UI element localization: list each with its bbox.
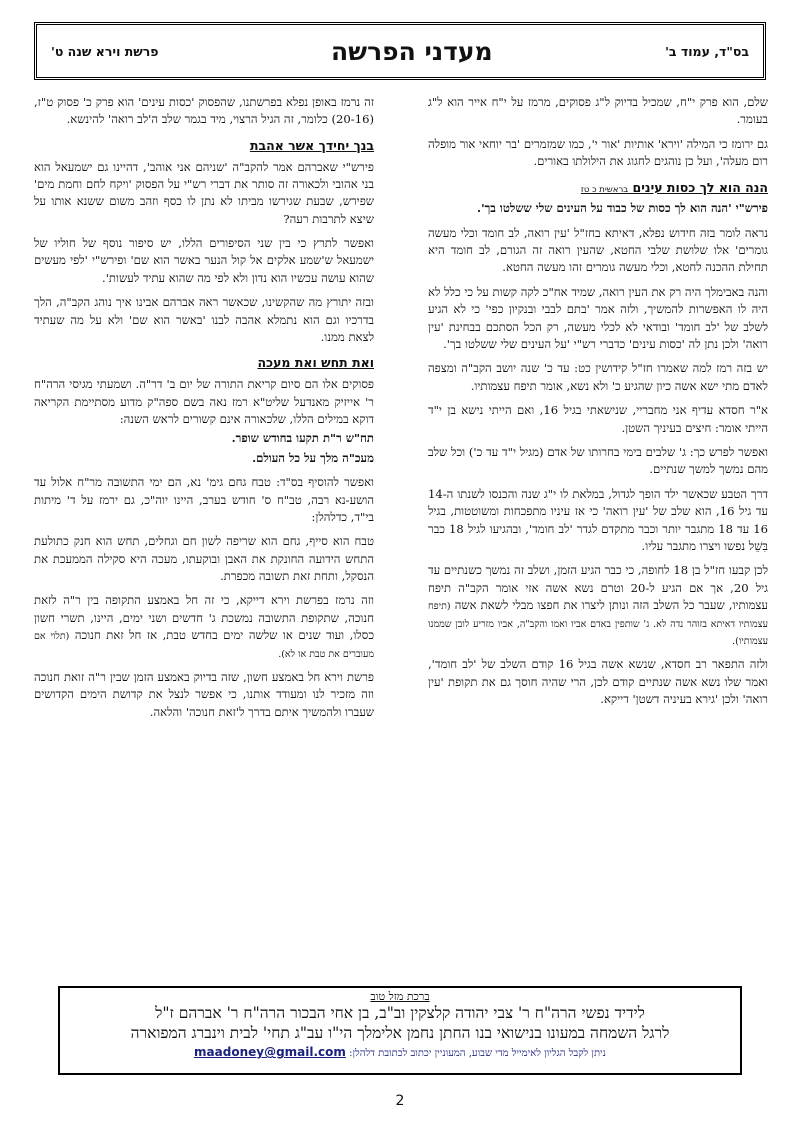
header-parsha: פרשת וירא שנה ט' [51, 43, 159, 59]
paragraph: זה נרמז באופן נפלא בפרשתנו, שהפסוק 'כסות עינים' הוא פרק כ' פסוק ט"ז, (20-16) כלומר, זה הגיל הרצוי, מיד בגמר שלב ה'לב רואה' להינשא. [34, 95, 374, 127]
header-page-info: בס"ד, עמוד ב' [665, 43, 749, 59]
right-column [428, 94, 768, 715]
paragraph: יש בזה רמז למה שאמרו חז"ל קידושין כט: עד כ' שנה יושב הקב"ה ומצפה לאדם מתי ישא אשה כיון שהגיע כ' ולא נשא, אומר תיפח עצמותיו. [428, 361, 768, 393]
paragraph: גם ירומז כי המילה 'וירא' אותיות 'אור י', כמו שמזמרים 'בר יוחאי אור מופלה רום מעלה', ועל כן נוהגים לחגוג את הילולתו באורים. [428, 136, 768, 169]
paragraph: נראה לומר בזה חידוש נפלא, דאיתא בחז"ל 'עין רואה, לב חומד וכלי מעשה גומרים' אלו שלושת שלבי החטא, שהעין רואה זה הגורם, לב חומד היא תחילת ההכנה לחטא, וכלי מעשה גומרים זהו מעשה החטא. [428, 225, 768, 275]
paragraph: דרך הטבע שכאשר ילד הופך לגדול, במלאת לו י"ג שנה והכנסו לשנתו ה-14 עד גיל 16, הוא שלב של 'עין רואה' כי אז עיניו מתפכחות ומשוטטות, בגיל 16 עד 18 מתגבר יותר וכבר מתקדם לגדר 'לב חומד', ובהגיעו לגיל 18 כבר בִּשֵׁל נפשו ויצרו מתגבר עליו. [428, 486, 769, 553]
email-link[interactable]: maadoney@gmail.com [194, 1045, 346, 1060]
paragraph: לכן קבעו חז"ל בן 18 לחופה, כי כבר הגיע הזמן, ושלב זה נמשך כשנתיים עד גיל 20, אך אם הגיע ל-20 וטרם נשא אשה אזי אומר הקב"ה תיפח עצמותיו, שעבר כל השלב הזה ונותן ליצרו את חפצו מבלי לשאת אשה (תיפח עצמותיו דאיתא בזוהר נדה לא. ג' שותפין באדם אביו ואמו והקב"ה, אביו מזריע לובן שממנו עצמותיו). [428, 563, 769, 647]
paragraph: וזה נרמז בפרשת וירא דייקא, כי זה חל באמצע התקופה בין ר"ה לזאת חנוכה, שתקופת התשובה נמשכת ג' חדשים ושני ימים, היינו, תשרי חשון כסלו, ועוד שנים או שלשה ימים בחדש טבת, אז חל זאת חנוכה (תלוי אם מעוברים את טבת או לא). [34, 593, 374, 660]
section-heading: ואת תחש ואת מעכה [257, 355, 374, 371]
section-heading: בנך יחידך אשר אהבת [249, 137, 374, 153]
congratulations-title: ברכת מזל טוב [370, 990, 430, 1003]
source-reference: בראשית כ טז [580, 184, 629, 195]
paragraph: ולזה התפאר רב חסדא, שנשא אשה בגיל 16 קודם השלב של 'לב חומד', ואמר שלו נשא אשה שנתיים קודם לכן, הרי שהיה חוסך גם את תקופת 'עין רואה' ולכן 'גירא בעיניה דשטן' דייקא. [428, 657, 768, 707]
page-header [34, 22, 766, 80]
paragraph: פירש"י שאברהם אמר להקב"ה 'שניהם אני אוהב', דהיינו גם ישמעאל הוא בני אהובי ולכאורה זה סותר את דברי רש"י על הפסוק 'ויקח לחם וחמת מים' שפירש, שבעת שגירשו מביתו לא נתן לו כסף וזהב משום ששנא אותו על שיצא לתרבות רעה? [34, 159, 374, 226]
paragraph: תח"ש ר"ת תקעו בחודש שופר. [231, 431, 374, 446]
newsletter-title: מעדני הפרשה [330, 36, 493, 66]
paragraph: פסוקים אלו הם סיום קריאת התורה של יום ב' דר"ה. ושמעתי מגיסי הרה"ח ר' אייזיק מאנדעל שליט"א רמז נאה בשם ספה"ק מדוע מסתיימת הקריאה דוקא במילים הללו, שלכאורה אינם קשורים לראש השנה: [34, 377, 374, 426]
parenthetical-note: (תלוי אם מעוברים את טבת או לא). [34, 631, 374, 660]
paragraph: והנה באבימלך היה רק את העין רואה, שמיד אח"כ לקה קשות על כי כלל לא היה לו האפשרות להמשיך, ולזה אמר 'בתם לבבי ובנקיון כפי' כי לא הגיע לשלב של 'לב חומד' ובודאי לא לכלי מעשה, רק הכל הסתכם בבחינת 'עין רואה' ולכן נתן לה 'כסות עינים' כדברי רש"י 'על העינים שלי ששלטו בך'. [428, 284, 768, 352]
paragraph: ואפשר לתרץ כי בין שני הסיפורים הללו, יש סיפור נוסף של חוליו של ישמעאל ש'שמע אלקים אל קול הנער באשר הוא שם' ופירש"י 'לפי מעשים שהוא עושה עכשיו הוא נדון ולא לפי מה שהוא עתיד לעשות'. [34, 236, 374, 285]
paragraph: ובזה יתורץ מה שהקשינו, שכאשר ראה אברהם אבינו איך נוהג הקב"ה, הלך בדרכיו וגם הוא נתמלא אהבה לבנו 'באשר הוא שם' ולא על מה שעתיד לצאת ממנו. [34, 295, 374, 345]
paragraph: ואפשר להוסיף בס"ד: טבח גחם גימ' נא, הם ימי התשובה מר"ח אלול עד הושע-נא רבה, טב"ח ס' חודש בערב, היינו יוה"כ, גם ירמז על ד' מיתות בי"ד, כדלהלן: [34, 475, 374, 524]
section-heading: הנה הוא לך כסות עינים בראשית כ טז [580, 179, 768, 195]
congratulations-line-2: לרגל השמחה במעונו בנישואי בנו החתן נחמן אלימלך הי"ו עב"ג תחי' לבית וינברג המפוארה [130, 1024, 670, 1043]
congratulations-box [58, 986, 742, 1075]
congratulations-line-1: לידיד נפשי הרה"ח ר' צבי יהודה קלצקין וב"ב, בן אחי הבכור הרה"ח ר' אברהם ז"ל [155, 1004, 645, 1022]
paragraph: פרשת וירא חל באמצע חשון, שזה בדיוק באמצע הזמן שבין ר"ה זואת חנוכה וזה מזכיר לנו ומעודד אותנו, כי אפשר לנצל את קדושת הימים הקדושים שעברו ולהמשיך איתם בדרך ל'זאת חנוכה' והלאה. [34, 670, 374, 719]
left-column [34, 94, 374, 728]
paragraph: פירש"י 'הנה הוא לך כסות של כבוד על העינים שלי ששלטו בך'. [477, 201, 768, 216]
page-number: 2 [395, 1093, 405, 1109]
paragraph: מעכ"ה מלך על כל העולם. [252, 450, 374, 465]
subscription-note: ניתן לקבל הגליון לאימייל מדי שבוע, המעוניין יכתוב לכתובת דלהלן: maadoney@gmail.com [194, 1045, 606, 1060]
paragraph: א"ר חסדא עדיף אני מחבריי, שנישאתי בגיל 16, ואם הייתי נישא בן י"ד הייתי אומר: חיצים בעיניך השטן. [428, 403, 768, 435]
paragraph: טבח הוא סייף, גחם הוא שריפה לשון חם וגחלים, תחש הוא חנק כתולעת התחש הידועה החונקת את האבן ובוקעתו, מעכה היא סקילה הממעכת את הנסקל, ותחת זאת תשובה מכפרת. [34, 534, 374, 584]
parenthetical-note: (תיפח עצמותיו דאיתא בזוהר נדה לא. ג' שותפין באדם אביו ואמו והקב"ה, אביו מזריע לובן שממנו עצמותיו). [428, 601, 768, 647]
paragraph: ואפשר לפרש כך: ג' שלבים בימי בחרותו של אדם (מגיל י"ד עד כ') וכל שלב מהם נמשך למשך שנתיים. [428, 445, 768, 477]
paragraph: שלם, הוא פרק י"ח, שמכיל בדיוק ל"ג פסוקים, מרמז על י"ח אייר הוא ל"ג בעומר. [428, 95, 768, 127]
